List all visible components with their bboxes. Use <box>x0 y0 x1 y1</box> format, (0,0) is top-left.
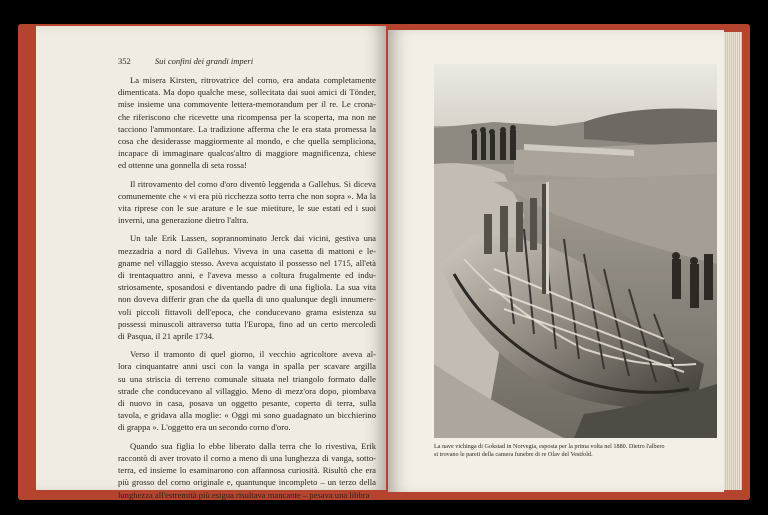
text-line: di grappa ». L'oggetto era un secondo corno d'oro. <box>118 422 291 433</box>
text-line: dimenticata. Ma dopo qualche mese, sollecitata dai suoi amici di Tönder, <box>118 87 376 98</box>
text-line: possessi minuscoli attraverso tutta l'Europa, fino ad un certo mercoledì <box>118 318 376 329</box>
text-line: che riferiscono che ricevette una ricompensa per la scoperta, ma non ne <box>118 111 376 122</box>
text-line: tavola, e gridava alla moglie: « Oggi mi sono guadagnato un bicchierino <box>118 410 376 421</box>
text-line: vita riprese con le sue arature e le sue mietiture, le sue estati ed i suoi <box>118 203 376 214</box>
text-line: di Pasqua, il 21 aprile 1734. <box>118 331 215 342</box>
text-line: di trentaquattro anni, e l'aveva messo a coltura frugalmente ed indu- <box>118 270 376 281</box>
text-line: terra, ed insieme lo esaminarono con affannosa curiosità. Risultò che era <box>118 465 376 476</box>
photo-caption <box>434 443 717 460</box>
caption-line: La nave vichinga di Gokstad in Norvegia, esposta per la prima volta nel 1880. Dietro l'albero <box>434 443 665 450</box>
ship-burial-photo <box>434 64 717 438</box>
text-line: cosa che desiderasse maggiormente al mondo, e che quella semplicìona, <box>118 136 376 147</box>
running-head <box>118 56 253 66</box>
text-line: mise insieme una commovente lettera-memorandum per il re. Le crona- <box>118 99 376 110</box>
text-line: lora cinquantatre anni uscì con la vanga in spalla per scavare argilla <box>118 361 376 372</box>
photo-image <box>434 64 717 438</box>
text-line: comunemente che « vi era più ricchezza sotto terra che non sopra ». Ma la <box>118 190 376 201</box>
text-line: non doveva differir gran che da quella di uno qualunque degli innumere- <box>118 294 376 305</box>
text-line: Verso il tramonto di quel giorno, il vecchio agricoltore aveva al- <box>130 349 376 360</box>
text-line: gname nel villaggio stesso. Aveva acquistato il possesso nel 1715, all'età <box>118 257 376 268</box>
text-line: tacciono l'ammontare. La tradizione afferma che le era stata promessa la <box>118 123 376 134</box>
text-line: ed ottenne una gonnella di seta rossa! <box>118 160 247 171</box>
text-line: striosamente, sposandosi e diventando padre di una figliola. La sua vita <box>118 282 376 293</box>
text-line: La misera Kirsten, ritrovatrice del corno, era andata completamente <box>130 75 376 85</box>
text-line: Un tale Erik Lassen, soprannominato Jerck dai vicini, gestiva una <box>130 233 376 244</box>
text-line: inverni, una generazione dietro l'altra. <box>118 215 249 226</box>
page-edges <box>724 32 742 490</box>
text-line: lunghezza all'estremità più esigua risultava mancante – pesava una libbra <box>118 489 370 500</box>
running-title: Sui confini dei grandi imperi <box>154 56 254 66</box>
text-line: di nuovo in casa, posava un oggetto pesante, coperto di terra, sulla <box>118 398 376 409</box>
text-line: su una striscia di terreno comunale situata nel triangolo formato dalle <box>118 373 376 384</box>
body-text <box>118 74 376 501</box>
text-line: incapace di immaginare qualcos'altro di maggiore magnificenza, chiese <box>118 148 376 159</box>
text-line: più grosso del corno originale e, quantunque incompleto – un terzo della <box>118 477 376 488</box>
page-number: 352 <box>118 56 131 66</box>
text-line: Il ritrovamento del corno d'oro diventò leggenda a Gallehus. Si diceva <box>130 178 376 189</box>
text-line: raccontò di aver trovato il corno a meno di una lunghezza di vanga, sotto- <box>118 452 376 463</box>
text-line: voli piccoli fittavoli dell'epoca, che conducevano grama esistenza su <box>118 306 376 317</box>
text-line: strade che conducevano al villaggio. Meno di mezz'ora dopo, piombava <box>118 385 376 396</box>
text-line: mezzadria a nord di Gallehus. Viveva in una casetta di mattoni e le- <box>118 245 376 256</box>
text-line: Quando sua figlia lo ebbe liberato dalla terra che lo rivestiva, Erik <box>130 440 376 451</box>
caption-line: si trovano le pareti della camera funebre di re Olav del Vestfold. <box>434 451 593 459</box>
